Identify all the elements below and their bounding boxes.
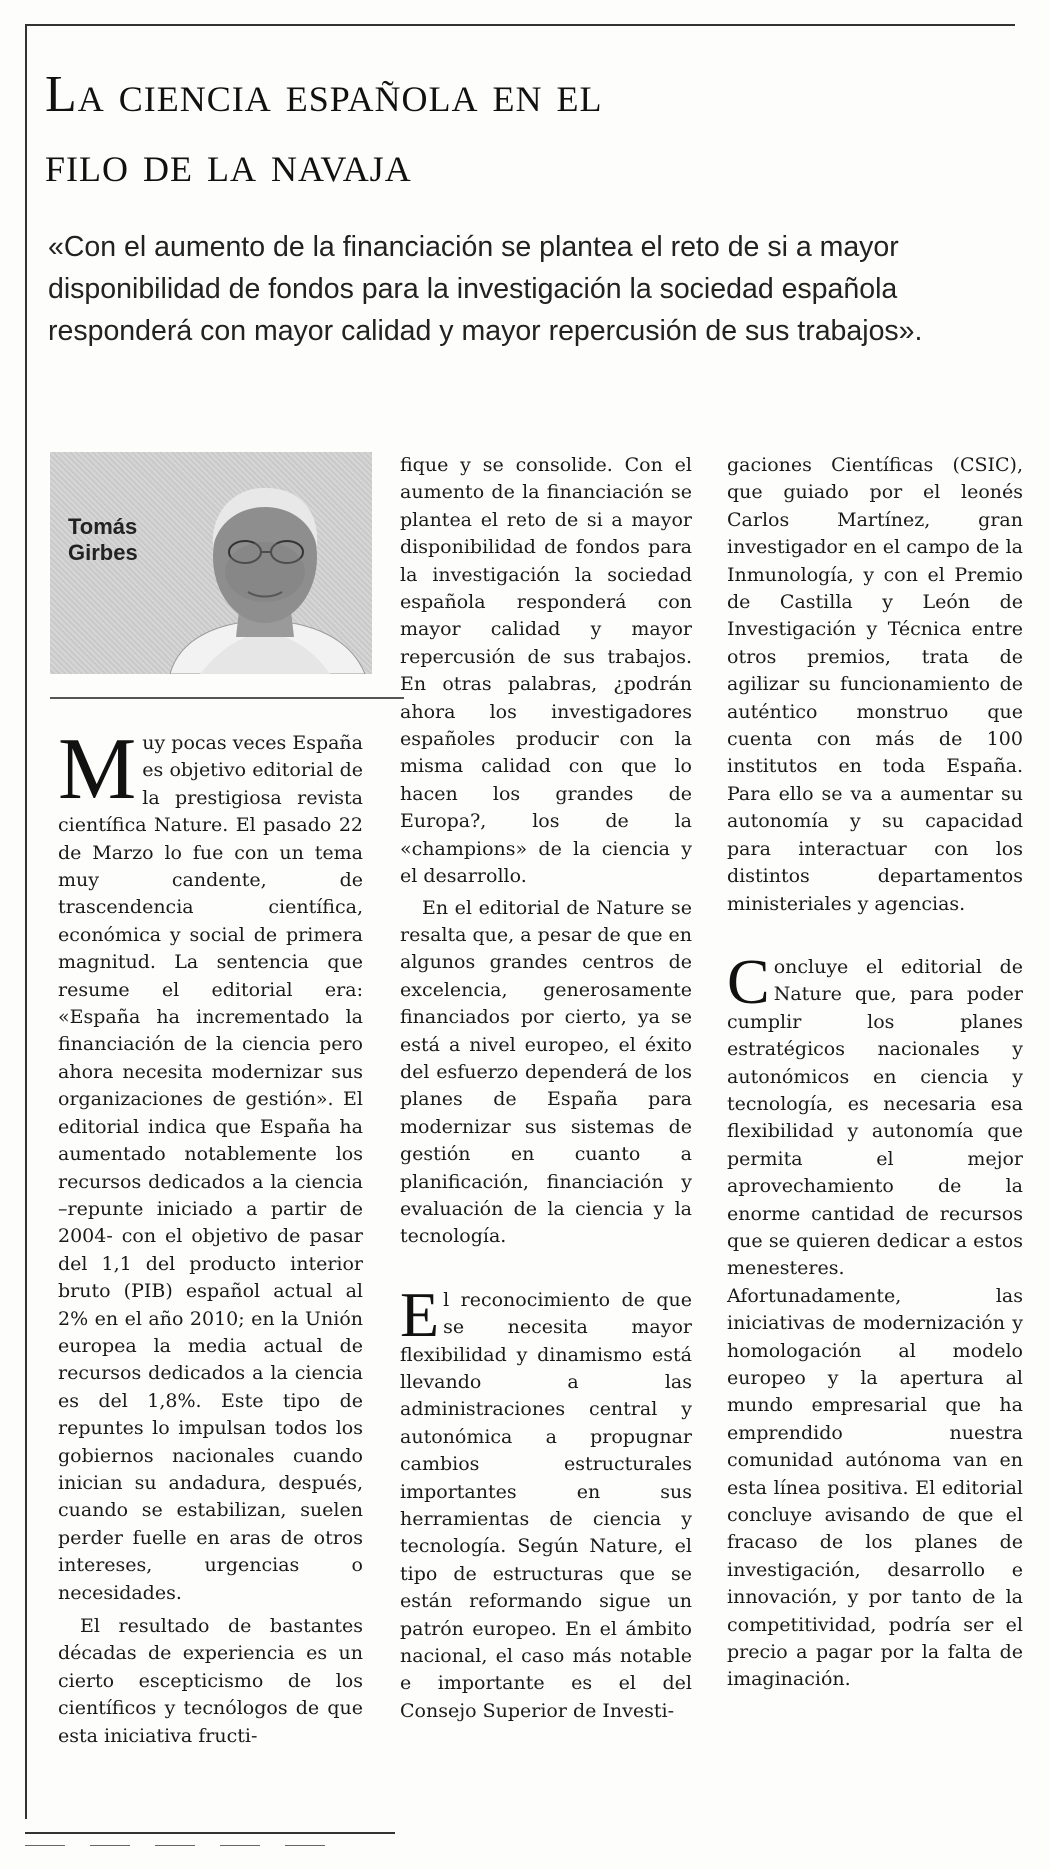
author-last-name: Girbes <box>68 540 138 565</box>
left-rule <box>25 24 27 1819</box>
drop-cap: C <box>727 945 770 1017</box>
deck-quote: «Con el aumento de la financiación se plantea el reto de si a mayor disponibilidad de fondos para la investigación la sociedad española responderá con mayor calidad y mayor repercusión de sus trabajos». <box>48 231 923 347</box>
bottom-dash <box>220 1845 260 1846</box>
article-column-1 <box>58 721 363 1750</box>
author-name <box>68 514 218 566</box>
paragraph-text: uy pocas veces España es objetivo editorial de la prestigiosa revista científica Nature. El pasado 22 de Marzo lo fue con un tema muy candente, de trascendencia científica, económica y social de primera magnitud. La sentencia que resume el editorial era: «España ha incrementado la financiación de la ciencia pero ahora necesita modernizar sus organizaciones de gestión». El editorial indica que España ha aumentado notablemente los recursos dedicados a la ciencia –repunte iniciado a partir de 2004- con el objetivo de pasar del 1,1 del producto interior bruto (PIB) español actual al 2% en el año 2010; en la Unión europea la media actual de recursos dedicados a la ciencia es del 1,8%. Este tipo de repuntes lo impulsan todos los gobiernos nacionales cuando inician su andadura, después, cuando se estabilizan, suelen perder fuelle en aras de otros intereses, urgencias o necesidades. <box>58 732 363 1604</box>
headline <box>45 60 1005 200</box>
bottom-dash <box>90 1845 130 1846</box>
headline-line-2: filo de la navaja <box>45 136 412 193</box>
paragraph <box>400 1278 692 1726</box>
drop-cap: M <box>58 721 137 818</box>
paragraph: El resultado de bastantes décadas de experiencia es un cierto escepticismo de los científicos y tecnólogos de que esta iniciativa fructi- <box>58 1615 363 1747</box>
top-rule <box>25 24 1015 26</box>
article-column-2 <box>400 452 692 1725</box>
article-column-3 <box>727 452 1023 1694</box>
bottom-dash <box>25 1845 65 1846</box>
bottom-rule <box>25 1832 395 1834</box>
author-divider <box>50 697 404 699</box>
author-first-name: Tomás <box>68 514 138 539</box>
paragraph <box>727 945 1023 1694</box>
paragraph: gaciones Científicas (CSIC), que guiado por el leonés Carlos Martínez, gran investigador en el campo de la Inmunología, y con el Premio de Castilla y León de Investigación y Técnica entre otros premios, trata de agilizar su funcionamiento de auténtico monstruo que cuenta con más de 100 institutos en toda España. Para ello se va a aumentar su autonomía y su capacidad para interactuar con los distintos departamentos ministeriales y agencias. <box>727 454 1023 915</box>
headline-line-1: La ciencia española en el <box>45 66 603 123</box>
drop-cap: E <box>400 1278 440 1350</box>
bottom-dash <box>155 1845 195 1846</box>
author-photo <box>50 452 372 674</box>
paragraph-text: l reconocimiento de que se necesita mayor flexibilidad y dinamismo está llevando a las administraciones central y autonómica a propugnar cambios estructurales importantes en sus herramientas de ciencia y tecnología. Según Nature, el tipo de estructuras que se están reformando sigue un patrón europeo. En el ámbito nacional, el caso más notable e importante es el del Consejo Superior de Investi- <box>400 1288 692 1722</box>
bottom-dash <box>285 1845 325 1846</box>
paragraph <box>58 721 363 1607</box>
paragraph: En el editorial de Nature se resalta que, a pesar de que en algunos grandes centros de excelencia, generosamente financiados por cierto, ya se está a nivel europeo, el éxito del esfuerzo dependerá de los planes de España para modernizar sus sistemas de gestión en cuanto a planificación, financiación y evaluación de la ciencia y la tecnología. <box>400 896 692 1248</box>
paragraph: fique y se consolide. Con el aumento de la financiación se plantea el reto de si a mayor disponibilidad de fondos para la investigación la sociedad española responderá con mayor calidad y mayor repercusión de sus trabajos. En otras palabras, ¿podrán ahora los investigadores españoles producir con la misma calidad con que lo hacen los grandes de Europa?, los de la «champions» de la ciencia y el desarrollo. <box>400 454 692 888</box>
paragraph-text: oncluye el editorial de Nature que, para poder cumplir los planes estratégicos nacionales y autonómicos en ciencia y tecnología, es necesaria esa flexibilidad y autonomía que permita el mejor aprovechamiento de la enorme cantidad de recursos que se quieren dedicar a estos menesteres. Afortunadamente, las iniciativas de modernización y homologación al modelo europeo y la apertura al mundo empresarial que ha emprendido nuestra comunidad autónoma van en esta línea positiva. El editorial concluye avisando de que el fracaso de los planes de investigación, desarrollo e innovación, y por tanto de la competitividad, podría ser el precio a pagar por la falta de imaginación. <box>727 955 1023 1691</box>
